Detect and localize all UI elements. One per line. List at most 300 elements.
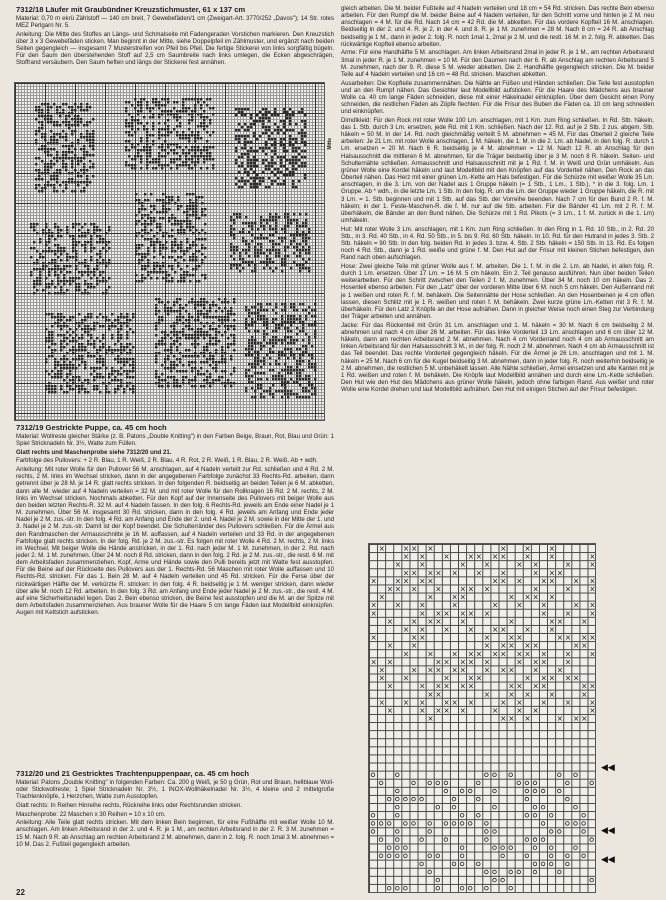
- stitch-mark: [33, 280, 35, 282]
- stitch-mark: [165, 196, 167, 198]
- stitch-mark: [286, 114, 288, 116]
- stitch-mark: [248, 315, 250, 317]
- circle-stitch-mark: [371, 814, 375, 818]
- stitch-mark: [56, 190, 58, 192]
- stitch-mark: [235, 159, 237, 161]
- stitch-mark: [197, 113, 199, 115]
- stitch-mark: [266, 222, 268, 224]
- stitch-mark: [275, 360, 277, 362]
- stitch-mark: [284, 348, 286, 350]
- stitch-mark: [293, 321, 295, 323]
- stitch-mark: [257, 237, 259, 239]
- stitch-mark: [66, 253, 68, 255]
- stitch-mark: [128, 122, 130, 124]
- stitch-mark: [212, 164, 214, 166]
- circle-stitch-mark: [404, 854, 408, 858]
- stitch-mark: [259, 135, 261, 137]
- stitch-mark: [259, 183, 261, 185]
- stitch-mark: [203, 337, 205, 339]
- stitch-mark: [230, 310, 232, 312]
- stitch-mark: [105, 385, 107, 387]
- stitch-mark: [235, 183, 237, 185]
- stitch-mark: [238, 138, 240, 140]
- stitch-mark: [245, 321, 247, 323]
- stitch-mark: [173, 364, 175, 366]
- stitch-mark: [120, 367, 122, 369]
- stitch-mark: [78, 391, 80, 393]
- stitch-mark: [152, 107, 154, 109]
- stitch-mark: [56, 175, 58, 177]
- stitch-mark: [167, 152, 169, 154]
- stitch-mark: [47, 103, 49, 105]
- stitch-mark: [290, 219, 292, 221]
- cross-stitch-mark: ×: [427, 665, 434, 675]
- stitch-mark: [203, 298, 205, 300]
- stitch-mark: [161, 98, 163, 100]
- stitch-mark: [38, 190, 40, 192]
- cross-stitch-mark: ×: [427, 689, 434, 699]
- stitch-mark: [146, 167, 148, 169]
- stitch-mark: [281, 264, 283, 266]
- stitch-mark: [293, 354, 295, 356]
- stitch-mark: [84, 280, 86, 282]
- stitch-mark: [159, 265, 161, 267]
- cross-stitch-mark: ×: [581, 633, 588, 643]
- stitch-mark: [290, 342, 292, 344]
- stitch-mark: [180, 223, 182, 225]
- cross-stitch-mark: ×: [467, 657, 474, 667]
- stitch-mark: [296, 222, 298, 224]
- stitch-mark: [170, 361, 172, 363]
- stitch-mark: [179, 313, 181, 315]
- stitch-mark: [296, 234, 298, 236]
- cross-stitch-mark: ×: [459, 592, 466, 602]
- cross-stitch-mark: ×: [540, 576, 547, 586]
- stitch-mark: [200, 125, 202, 127]
- stitch-mark: [265, 186, 267, 188]
- stitch-mark: [298, 180, 300, 182]
- stitch-mark: [54, 322, 56, 324]
- stitch-mark: [57, 247, 59, 249]
- stitch-mark: [203, 304, 205, 306]
- cross-stitch-mark: ×: [581, 681, 588, 691]
- stitch-mark: [68, 151, 70, 153]
- circle-stitch-mark: [558, 789, 562, 793]
- stitch-mark: [188, 128, 190, 130]
- cross-stitch-mark: ×: [516, 633, 523, 643]
- stitch-mark: [189, 205, 191, 207]
- stitch-mark: [197, 328, 199, 330]
- stitch-mark: [265, 144, 267, 146]
- cross-stitch-mark: ×: [370, 600, 377, 610]
- stitch-mark: [206, 322, 208, 324]
- stitch-mark: [275, 375, 277, 377]
- stitch-mark: [176, 319, 178, 321]
- cross-stitch-mark: ×: [548, 592, 555, 602]
- stitch-mark: [135, 193, 137, 195]
- stitch-mark: [275, 252, 277, 254]
- stitch-mark: [60, 319, 62, 321]
- stitch-mark: [194, 161, 196, 163]
- stitch-mark: [48, 271, 50, 273]
- stitch-mark: [99, 229, 101, 231]
- stitch-mark: [161, 337, 163, 339]
- stitch-mark: [176, 316, 178, 318]
- stitch-mark: [150, 229, 152, 231]
- stitch-mark: [179, 146, 181, 148]
- stitch-mark: [161, 319, 163, 321]
- cross-stitch-mark: ×: [524, 649, 531, 659]
- stitch-mark: [224, 307, 226, 309]
- stitch-mark: [305, 219, 307, 221]
- stitch-mark: [278, 243, 280, 245]
- stitch-mark: [41, 172, 43, 174]
- stitch-mark: [215, 367, 217, 369]
- stitch-mark: [268, 129, 270, 131]
- circle-stitch-mark: [460, 862, 464, 866]
- stitch-mark: [304, 150, 306, 152]
- stitch-mark: [289, 174, 291, 176]
- stitch-mark: [311, 324, 313, 326]
- stitch-mark: [96, 229, 98, 231]
- stitch-mark: [260, 234, 262, 236]
- stitch-mark: [224, 385, 226, 387]
- stitch-mark: [87, 382, 89, 384]
- stitch-mark: [195, 250, 197, 252]
- stitch-mark: [147, 259, 149, 261]
- stitch-mark: [201, 196, 203, 198]
- stitch-mark: [87, 229, 89, 231]
- stitch-mark: [102, 343, 104, 345]
- stitch-mark: [305, 387, 307, 389]
- circle-stitch-mark: [525, 797, 529, 801]
- circle-stitch-mark: [501, 854, 505, 858]
- stitch-mark: [158, 322, 160, 324]
- stitch-mark: [248, 375, 250, 377]
- stitch-mark: [200, 98, 202, 100]
- cross-stitch-mark: ×: [419, 625, 426, 634]
- stitch-mark: [62, 130, 64, 132]
- stitch-mark: [45, 388, 47, 390]
- circle-stitch-mark: [574, 773, 578, 777]
- stitch-mark: [65, 136, 67, 138]
- stitch-mark: [302, 330, 304, 332]
- stitch-mark: [302, 339, 304, 341]
- stitch-mark: [281, 321, 283, 323]
- stitch-mark: [123, 370, 125, 372]
- stitch-mark: [48, 229, 50, 231]
- stitch-mark: [60, 250, 62, 252]
- circle-stitch-mark: [436, 878, 440, 882]
- stitch-mark: [96, 373, 98, 375]
- stitch-mark: [168, 280, 170, 282]
- stitch-mark: [179, 319, 181, 321]
- cross-stitch-mark: ×: [394, 584, 402, 594]
- stitch-mark: [153, 265, 155, 267]
- cross-stitch-mark: ×: [540, 600, 547, 610]
- stitch-mark: [299, 243, 301, 245]
- stitch-mark: [45, 265, 47, 267]
- stitch-mark: [260, 342, 262, 344]
- stitch-mark: [299, 252, 301, 254]
- stitch-mark: [299, 363, 301, 365]
- stitch-mark: [206, 140, 208, 142]
- stitch-mark: [54, 358, 56, 360]
- stitch-mark: [171, 277, 173, 279]
- stitch-mark: [248, 222, 250, 224]
- stitch-mark: [206, 167, 208, 169]
- stitch-mark: [45, 328, 47, 330]
- circle-stitch-mark: [485, 838, 489, 842]
- stitch-mark: [92, 175, 94, 177]
- stitch-mark: [132, 367, 134, 369]
- stitch-mark: [83, 190, 85, 192]
- stitch-mark: [137, 152, 139, 154]
- stitch-mark: [247, 162, 249, 164]
- stitch-mark: [126, 376, 128, 378]
- stitch-mark: [146, 143, 148, 145]
- stitch-mark: [179, 370, 181, 372]
- stitch-mark: [179, 134, 181, 136]
- stitch-mark: [212, 361, 214, 363]
- stitch-mark: [41, 145, 43, 147]
- stitch-mark: [176, 125, 178, 127]
- stitch-mark: [45, 232, 47, 234]
- stitch-mark: [195, 214, 197, 216]
- stitch-mark: [295, 156, 297, 158]
- stitch-mark: [299, 330, 301, 332]
- stitch-mark: [45, 244, 47, 246]
- stitch-mark: [72, 358, 74, 360]
- stitch-mark: [233, 219, 235, 221]
- stitch-mark: [72, 316, 74, 318]
- stitch-mark: [96, 367, 98, 369]
- stitch-mark: [247, 150, 249, 152]
- cross-stitch-mark: ×: [556, 633, 564, 643]
- stitch-mark: [99, 274, 101, 276]
- stitch-mark: [86, 154, 88, 156]
- stitch-mark: [257, 255, 259, 257]
- stitch-mark: [131, 143, 133, 145]
- stitch-mark: [146, 161, 148, 163]
- stitch-mark: [87, 379, 89, 381]
- stitch-mark: [174, 271, 176, 273]
- stitch-mark: [83, 148, 85, 150]
- stitch-mark: [292, 111, 294, 113]
- circle-stitch-mark: [404, 846, 408, 850]
- stitch-mark: [182, 382, 184, 384]
- stitch-mark: [48, 247, 50, 249]
- circle-stitch-mark: [549, 830, 553, 834]
- stitch-mark: [57, 361, 59, 363]
- stitch-mark: [290, 306, 292, 308]
- stitch-mark: [65, 184, 67, 186]
- stitch-mark: [170, 337, 172, 339]
- stitch-mark: [311, 366, 313, 368]
- stitch-mark: [77, 124, 79, 126]
- stitch-mark: [203, 355, 205, 357]
- stitch-mark: [248, 246, 250, 248]
- stitch-mark: [138, 259, 140, 261]
- stitch-mark: [265, 129, 267, 131]
- stitch-mark: [290, 372, 292, 374]
- cross-stitch-mark: ×: [589, 608, 595, 618]
- stitch-mark: [305, 396, 307, 398]
- stitch-mark: [302, 237, 304, 239]
- stitch-mark: [224, 331, 226, 333]
- stitch-mark: [90, 316, 92, 318]
- section-title: 7312/20 und 21 Gestricktes Trachtenpuppenpaar, ca. 45 cm hoch: [16, 769, 249, 778]
- stitch-mark: [284, 258, 286, 260]
- stitch-mark: [93, 346, 95, 348]
- stitch-mark: [108, 349, 110, 351]
- stitch-mark: [144, 253, 146, 255]
- stitch-mark: [314, 324, 316, 326]
- stitch-mark: [77, 160, 79, 162]
- stitch-mark: [174, 238, 176, 240]
- stitch-mark: [56, 160, 58, 162]
- cross-stitch-mark: ×: [516, 697, 523, 707]
- stitch-mark: [244, 171, 246, 173]
- chart-stitches: [369, 544, 595, 892]
- stitch-mark: [194, 385, 196, 387]
- stitch-mark: [158, 101, 160, 103]
- stitch-mark: [155, 334, 157, 336]
- circle-stitch-mark: [566, 822, 570, 826]
- stitch-mark: [191, 379, 193, 381]
- stitch-mark: [275, 249, 277, 251]
- stitch-mark: [182, 376, 184, 378]
- stitch-mark: [65, 124, 67, 126]
- stitch-mark: [176, 116, 178, 118]
- stitch-mark: [77, 118, 79, 120]
- stitch-mark: [162, 277, 164, 279]
- stitch-mark: [203, 101, 205, 103]
- stitch-mark: [191, 131, 193, 133]
- stitch-mark: [63, 355, 65, 357]
- stitch-mark: [194, 376, 196, 378]
- stitch-mark: [137, 113, 139, 115]
- stitch-mark: [177, 280, 179, 282]
- stitch-mark: [241, 111, 243, 113]
- stitch-mark: [96, 388, 98, 390]
- stitch-mark: [84, 235, 86, 237]
- stitch-mark: [150, 238, 152, 240]
- stitch-mark: [114, 391, 116, 393]
- stitch-mark: [161, 301, 163, 303]
- cross-stitch-mark: ×: [443, 608, 450, 618]
- stitch-mark: [93, 343, 95, 345]
- stitch-mark: [250, 162, 252, 164]
- circle-stitch-mark: [566, 854, 570, 858]
- stitch-mark: [53, 148, 55, 150]
- stitch-mark: [117, 331, 119, 333]
- stitch-mark: [302, 309, 304, 311]
- stitch-mark: [224, 382, 226, 384]
- arrow-left-icon: ◀◀: [601, 825, 615, 835]
- stitch-mark: [295, 186, 297, 188]
- cross-stitch-mark: ×: [459, 560, 466, 570]
- stitch-mark: [59, 115, 61, 117]
- stitch-mark: [41, 148, 43, 150]
- stitch-mark: [292, 159, 294, 161]
- stitch-mark: [114, 325, 116, 327]
- stitch-mark: [227, 382, 229, 384]
- stitch-mark: [60, 271, 62, 273]
- stitch-mark: [78, 388, 80, 390]
- stitch-mark: [164, 104, 166, 106]
- stitch-mark: [80, 160, 82, 162]
- stitch-mark: [140, 167, 142, 169]
- stitch-mark: [89, 142, 91, 144]
- stitch-mark: [156, 277, 158, 279]
- circle-stitch-mark: [452, 862, 456, 866]
- stitch-mark: [239, 270, 241, 272]
- cross-stitch-mark: ×: [573, 576, 580, 586]
- stitch-mark: [247, 141, 249, 143]
- stitch-mark: [209, 155, 211, 157]
- stitch-mark: [301, 156, 303, 158]
- stitch-mark: [195, 202, 197, 204]
- stitch-mark: [284, 390, 286, 392]
- stitch-mark: [241, 126, 243, 128]
- stitch-mark: [265, 159, 267, 161]
- stitch-mark: [272, 234, 274, 236]
- stitch-mark: [135, 280, 137, 282]
- stitch-mark: [302, 345, 304, 347]
- stitch-mark: [188, 98, 190, 100]
- stitch-mark: [57, 256, 59, 258]
- stitch-mark: [144, 265, 146, 267]
- stitch-mark: [233, 237, 235, 239]
- stitch-mark: [158, 352, 160, 354]
- stitch-mark: [53, 163, 55, 165]
- page-number: 22: [16, 888, 25, 897]
- stitch-mark: [38, 169, 40, 171]
- stitch-mark: [233, 328, 235, 330]
- stitch-mark: [72, 241, 74, 243]
- stitch-mark: [78, 364, 80, 366]
- stitch-mark: [185, 155, 187, 157]
- stitch-mark: [72, 238, 74, 240]
- stitch-mark: [260, 315, 262, 317]
- stitch-mark: [305, 261, 307, 263]
- circle-stitch-mark: [533, 805, 537, 809]
- stitch-mark: [284, 393, 286, 395]
- stitch-mark: [174, 223, 176, 225]
- stitch-mark: [188, 107, 190, 109]
- stitch-mark: [253, 135, 255, 137]
- stitch-mark: [168, 217, 170, 219]
- cross-stitch-mark: ×: [386, 681, 393, 691]
- stitch-mark: [132, 313, 134, 315]
- stitch-mark: [96, 277, 98, 279]
- stitch-mark: [182, 316, 184, 318]
- cross-stitch-mark: ×: [589, 649, 595, 659]
- stitch-mark: [155, 104, 157, 106]
- stitch-mark: [164, 110, 166, 112]
- circle-stitch-mark: [477, 814, 481, 818]
- stitch-mark: [221, 382, 223, 384]
- stitch-mark: [269, 393, 271, 395]
- stitch-mark: [152, 134, 154, 136]
- stitch-mark: [132, 385, 134, 387]
- stitch-mark: [105, 349, 107, 351]
- stitch-mark: [247, 171, 249, 173]
- stitch-mark: [81, 322, 83, 324]
- stitch-mark: [72, 367, 74, 369]
- stitch-mark: [236, 213, 238, 215]
